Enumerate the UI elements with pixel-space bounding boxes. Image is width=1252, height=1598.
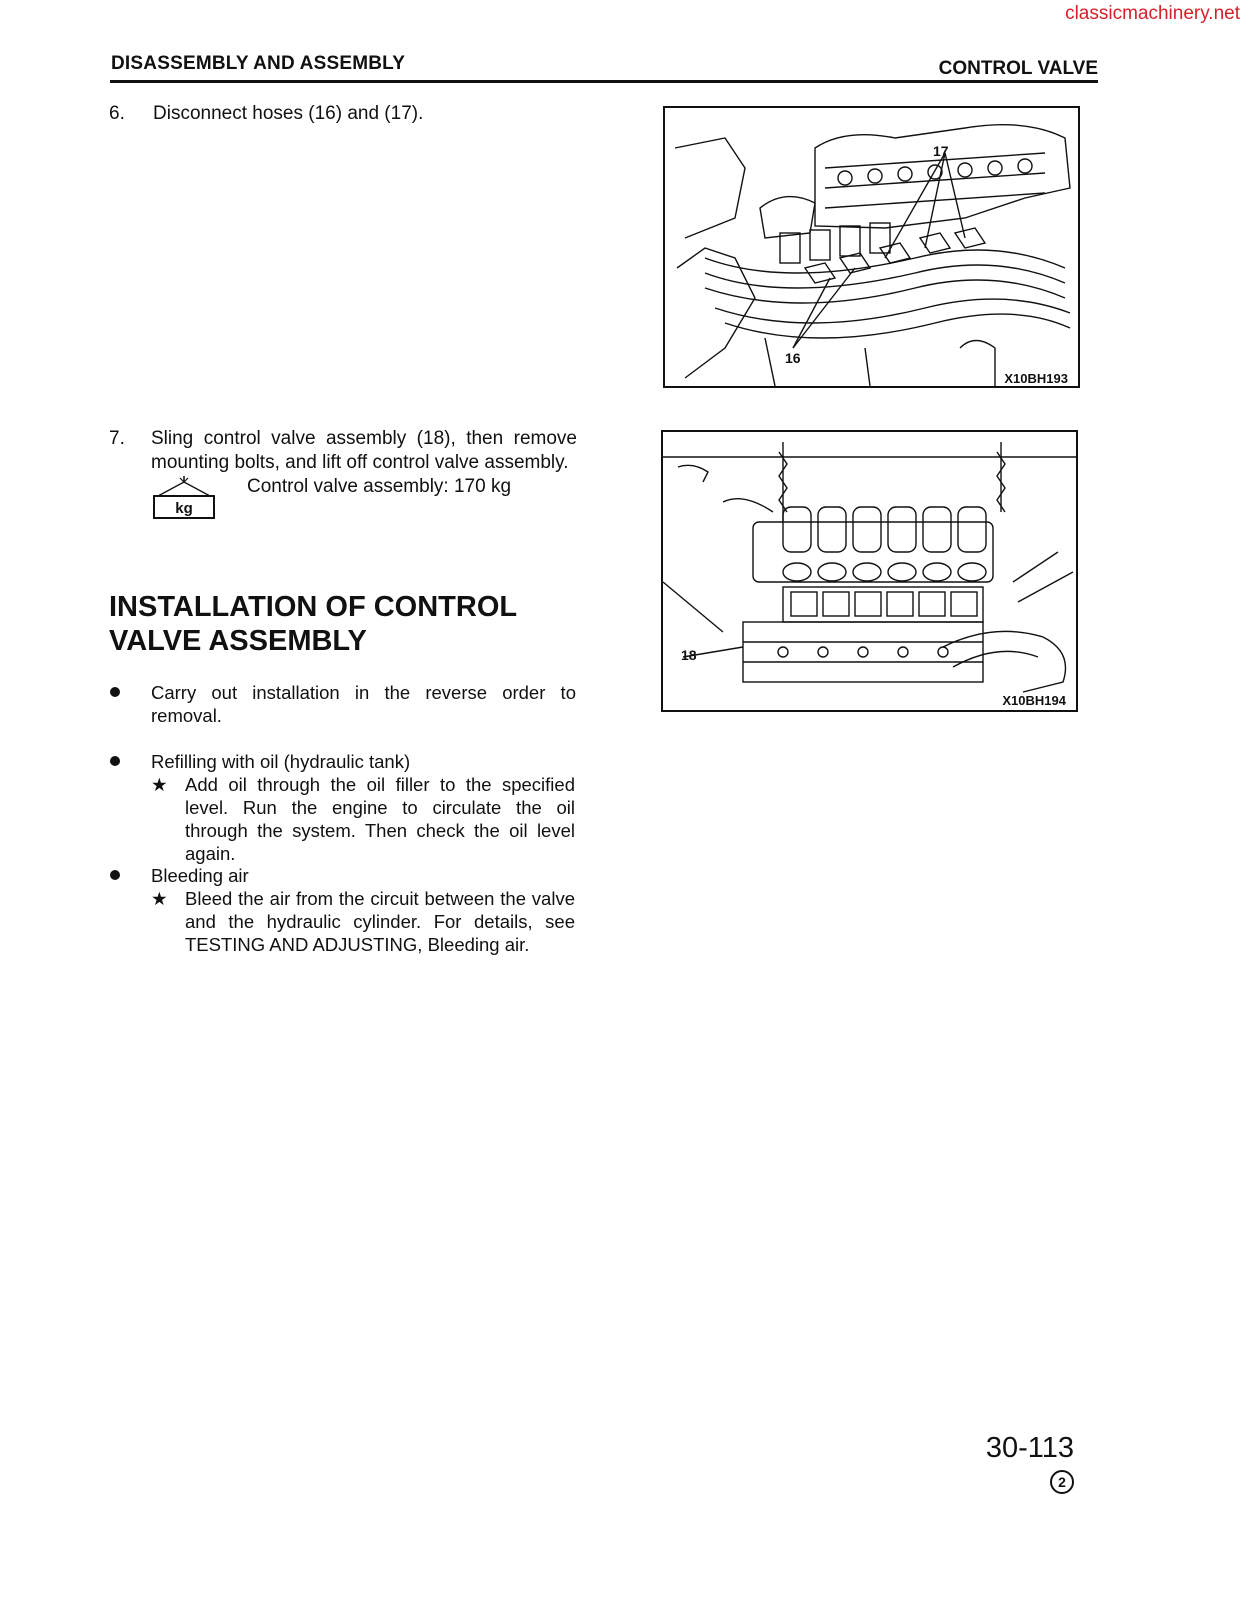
bullet-text: Bleeding air xyxy=(151,865,249,886)
hoses-illustration xyxy=(665,108,1078,386)
star-icon: ★ xyxy=(151,888,168,909)
header-rule xyxy=(110,80,1098,83)
figure-id: X10BH194 xyxy=(1002,693,1066,708)
figure-id: X10BH193 xyxy=(1004,371,1068,386)
watermark: classicmachinery.net xyxy=(1065,3,1240,24)
star-note-text: Bleed the air from the circuit between the valve and the hydraulic cylinder. For details, see TESTING AND ADJUSTING, Bleeding air. xyxy=(185,888,575,955)
step-number: 7. xyxy=(109,428,125,449)
chapter-header: CONTROL VALVE xyxy=(938,58,1098,79)
bullet-refilling-oil xyxy=(108,750,578,864)
step-text: Disconnect hoses (16) and (17). xyxy=(153,103,424,124)
page-number: 30-113 xyxy=(985,1432,1074,1464)
bullet-reverse-order xyxy=(108,681,578,729)
section-header: DISASSEMBLY AND ASSEMBLY xyxy=(111,53,406,74)
callout-16: 16 xyxy=(785,350,801,366)
bullet-text: Carry out installation in the reverse order to removal. xyxy=(151,682,576,726)
bullet-dot xyxy=(110,756,120,766)
bullet-text: Refilling with oil (hydraulic tank) xyxy=(151,751,411,772)
step-7 xyxy=(109,427,589,479)
step-number: 6. xyxy=(109,103,125,124)
figure-valve-assembly xyxy=(661,430,1078,712)
bullet-dot xyxy=(110,687,120,697)
figure-hoses xyxy=(663,106,1080,388)
bullet-bleeding-air xyxy=(108,864,578,959)
weight-text: Control valve assembly: 170 kg xyxy=(247,476,512,497)
svg-text:kg: kg xyxy=(175,500,193,517)
weight-icon xyxy=(152,474,216,520)
step-text: Sling control valve assembly (18), then remove mounting bolts, and lift off control valve assembly. xyxy=(151,428,577,473)
star-note-text: Add oil through the oil filler to the specified level. Run the engine to circulate the oil through the system. Then check the oil level again. xyxy=(185,774,575,864)
callout-18: 18 xyxy=(681,647,697,663)
revision-mark: 2 xyxy=(1050,1470,1074,1494)
callout-17: 17 xyxy=(933,143,949,159)
installation-heading: INSTALLATION OF CONTROL VALVE ASSEMBLY xyxy=(109,591,517,657)
valve-assembly-illustration xyxy=(663,432,1076,710)
star-icon: ★ xyxy=(151,774,168,795)
bullet-dot xyxy=(110,870,120,880)
step-6 xyxy=(109,102,589,132)
